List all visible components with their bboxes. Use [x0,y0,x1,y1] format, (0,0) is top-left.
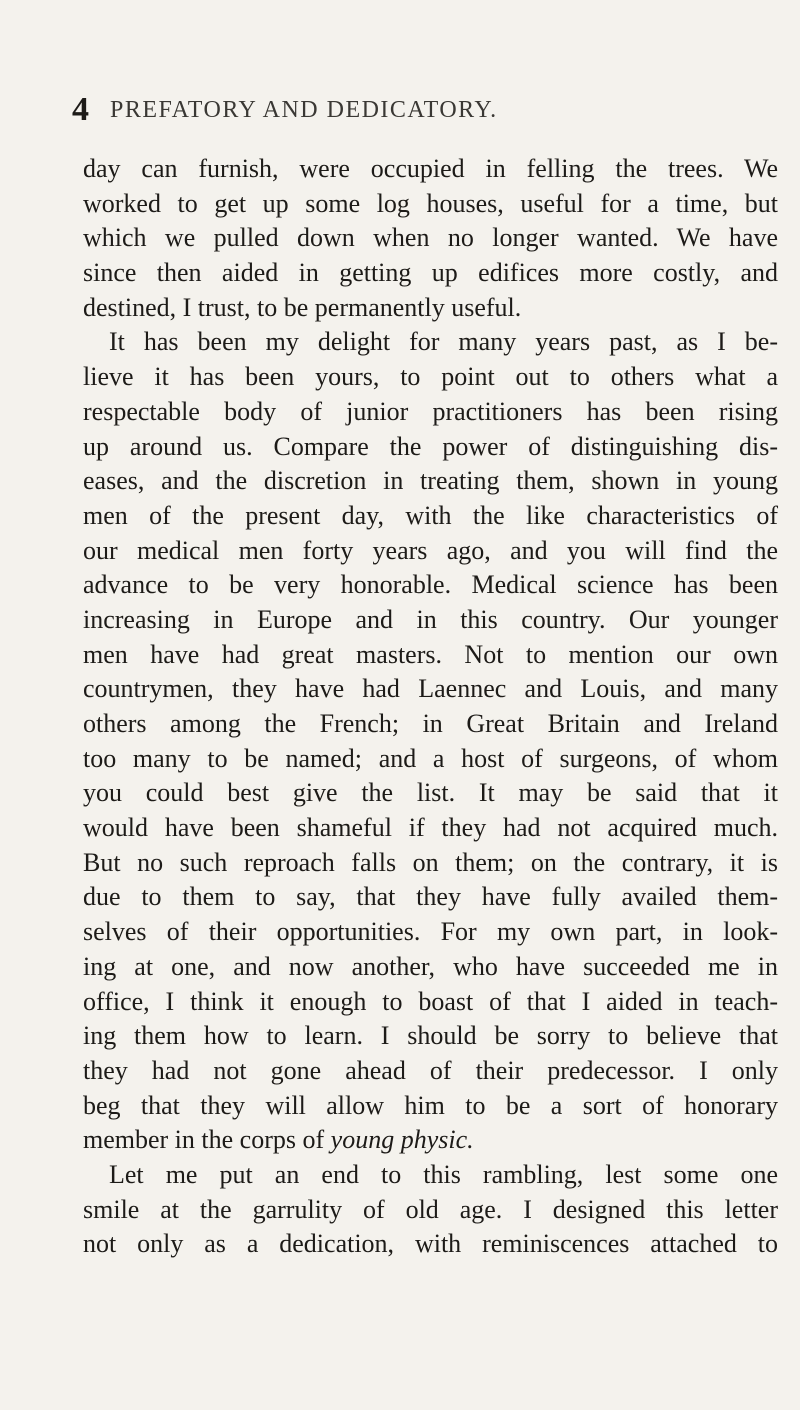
text-line: ing at one, and now another, who have succeeded me in [83,951,778,981]
text-line: worked to get up some log houses, useful for a time, but [83,188,778,218]
text-line: But no such reproach falls on them; on the contrary, it is [83,847,778,877]
text-line: increasing in Europe and in this country. Our younger [83,604,778,634]
text-line: not only as a dedication, with reminiscences attached to [83,1229,778,1259]
text-line: Let me put an end to this rambling, lest some one [109,1159,778,1189]
text-line: countrymen, they have had Laennec and Louis, and many [83,674,778,704]
text-line: since then aided in getting up edifices more costly, and [83,258,778,288]
text-line: It has been my delight for many years past, as I be- [109,327,778,357]
text-line: they had not gone ahead of their predecessor. I only [83,1055,778,1085]
text-line-with-italic [83,1123,778,1158]
italic-phrase: young physic. [330,1125,474,1155]
text-line: you could best give the list. It may be said that it [83,778,778,808]
running-title: PREFATORY AND DEDICATORY. [110,97,498,123]
text-line: men have had great masters. Not to mention our own [83,639,778,669]
text-line: would have been shameful if they had not acquired much. [83,813,778,843]
text-line: office, I think it enough to boast of that I aided in teach- [83,986,778,1016]
body-text [83,152,778,1262]
running-head [72,90,772,130]
text-line-start: member in the corps of [83,1125,331,1155]
text-line: lieve it has been yours, to point out to others what a [83,362,778,392]
text-line: advance to be very honorable. Medical science has been [83,570,778,600]
text-line: beg that they will allow him to be a sort of honorary [83,1090,778,1120]
text-line: men of the present day, with the like characteristics of [83,500,778,530]
text-line: day can furnish, were occupied in felling the trees. We [83,154,778,183]
text-line: up around us. Compare the power of distinguishing dis- [83,431,778,461]
page-number: 4 [72,91,89,128]
text-line: too many to be named; and a host of surgeons, of whom [83,743,778,773]
text-line: eases, and the discretion in treating them, shown in young [83,466,778,496]
text-line: which we pulled down when no longer wanted. We have [83,223,778,253]
text-line: selves of their opportunities. For my own part, in look- [83,917,778,947]
text-line: smile at the garrulity of old age. I designed this letter [83,1194,778,1224]
text-line: due to them to say, that they have fully availed them- [83,882,778,912]
text-line: destined, I trust, to be permanently useful. [83,292,522,322]
text-line: ing them how to learn. I should be sorry to believe that [83,1021,778,1051]
text-line: others among the French; in Great Britain and Ireland [83,709,778,738]
text-line: our medical men forty years ago, and you will find the [83,535,778,565]
text-line: respectable body of junior practitioners has been rising [83,396,778,426]
